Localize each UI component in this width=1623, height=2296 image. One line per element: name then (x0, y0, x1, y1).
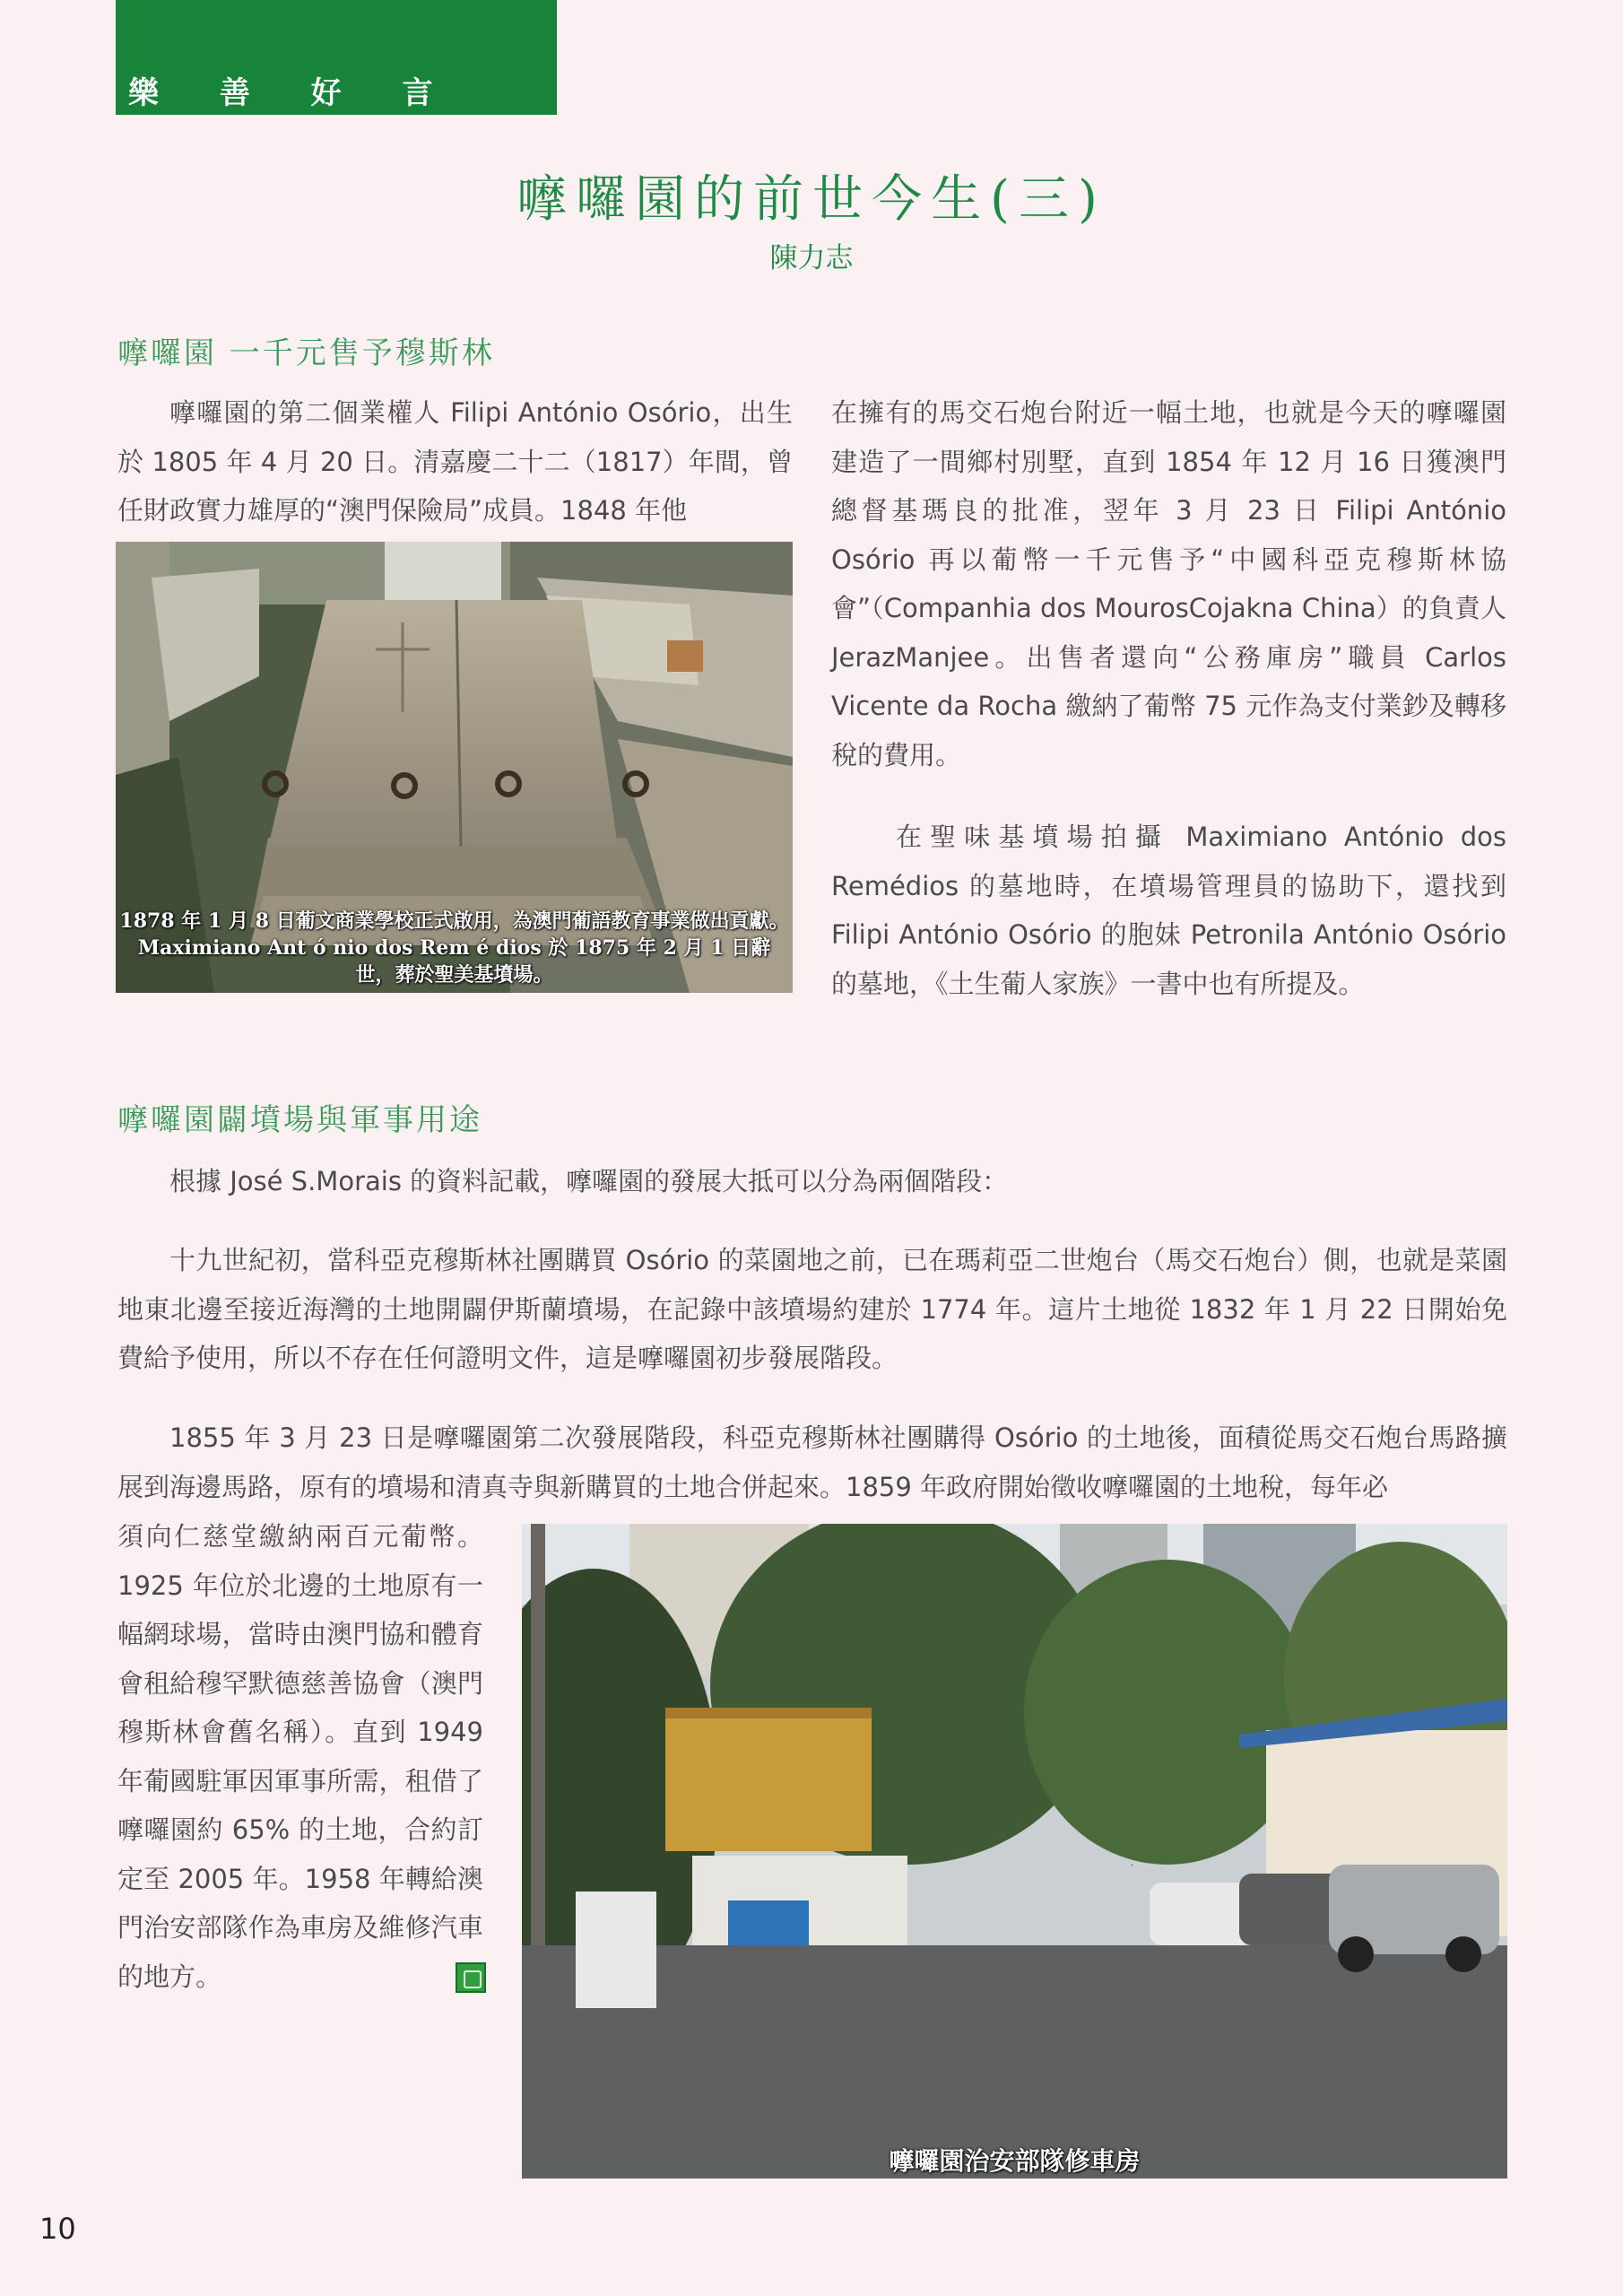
section1-right-paragraph-2: 在聖味基墳場拍攝 Maximiano António dos Remédios 的墓地時，在墳場管理員的協助下，還找到 Filipi António Osório 的胞妹 Petronila António Osório 的墓地，《土生葡人家族》一書中也有所提及。 (831, 822, 1506, 999)
section1-right-paragraph-1: 在擁有的馬交石炮台附近一幅土地，也就是今天的嚤囉園建造了一間鄉村別墅，直到 1854 年 12 月 16 日獲澳門總督基瑪良的批准，翌年 3 月 23 日 Filipi António Osório 再以葡幣一千元售予“中國科亞克穆斯林協會”（Companhia dos MourosCojakna China）的負責人 JerazManjee。出售者還向“公務庫房”職員 Carlos Vicente da Rocha 繳納了葡幣 75 元作為支付業鈔及轉移稅的費用。 (831, 397, 1506, 770)
article-author: 陳力志 (769, 242, 854, 274)
magazine-logo-icon (456, 1962, 486, 1993)
garage-image (522, 1524, 1507, 2179)
gravestone-photo (116, 542, 793, 993)
article-title: 嚤囉園的前世今生(三) (516, 170, 1107, 229)
section-heading-2: 嚤囉園闢墳場與軍事用途 (117, 1102, 482, 1138)
section2-paragraph-3: 1855 年 3 月 23 日是嚤囉園第二次發展階段，科亞克穆斯林社團購得 Osório 的土地後，面積從馬交石炮台馬路擴展到海邊馬路，原有的墳場和清真寺與新購買的土地合併起來。1859 年政府開始徵收嚤囉園的土地稅，每年必 (117, 1422, 1507, 1502)
section2-paragraph-1: 根據 José S.Morais 的資料記載，嚤囉園的發展大抵可以分為兩個階段： (169, 1166, 1009, 1196)
photo1-caption: 1878 年 1 月 8 日葡文商業學校正式啟用，為澳門葡語教育事業做出貢獻。Maximiano Ant ó nio dos Rem é dios 於 1875 年 2 月 1 日辭世，葬於聖美基墳場。 (119, 909, 789, 987)
section-heading-1: 嚤囉園 一千元售予穆斯林 (117, 335, 495, 371)
page-number: 10 (39, 2212, 76, 2246)
section2-paragraph-3-continued: 須向仁慈堂繳納兩百元葡幣。1925 年位於北邊的土地原有一幅網球場，當時由澳門協和體育會租給穆罕默德慈善協會（澳門穆斯林會舊名稱）。直到 1949 年葡國駐軍因軍事所需，租借了嚤囉園約 65% 的土地，合約訂定至 2005 年。1958 年轉給澳門治安部隊作為車房及維修汽車的地方。 (117, 1521, 483, 1992)
column-name: 樂 善 好 言 (128, 75, 458, 111)
column-header-tab (116, 0, 557, 115)
section2-paragraph-2: 十九世紀初，當科亞克穆斯林社團購買 Osório 的菜園地之前，已在瑪莉亞二世炮台（馬交石炮台）側，也就是菜園地東北邊至接近海灣的土地開闢伊斯蘭墳場，在記錄中該墳場約建於 1774 年。這片土地從 1832 年 1 月 22 日開始免費給予使用，所以不存在任何證明文件，這是嚤囉園初步發展階段。 (117, 1245, 1507, 1373)
garage-photo (522, 1524, 1507, 2179)
section1-left-paragraph: 嚤囉園的第二個業權人 Filipi António Osório，出生於 1805 年 4 月 20 日。清嘉慶二十二（1817）年間，曾任財政實力雄厚的“澳門保險局”成員。1848 年他 (117, 397, 793, 526)
photo2-caption: 嚤囉園治安部隊修車房 (889, 2146, 1141, 2176)
